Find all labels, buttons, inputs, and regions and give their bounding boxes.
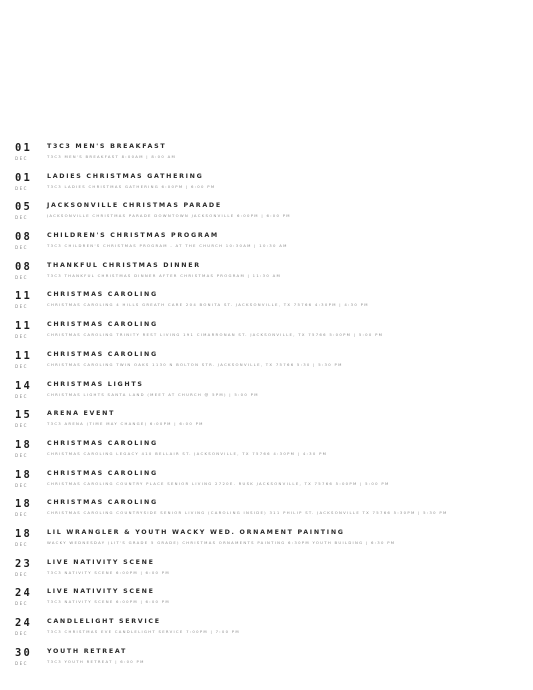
event-month: DEC: [15, 363, 28, 369]
event-detail: T3C3 CHILDREN'S CHRISTMAS PROGRAM - AT THE CHURCH 10:30AM | 10:30 AM: [47, 243, 288, 249]
event-detail: CHRISTMAS LIGHTS SANTA LAND (MEET AT CHURCH @ 5PM) | 5:00 PM: [47, 391, 259, 397]
event-item[interactable]: [0, 646, 533, 676]
event-detail: T3C3 CHRISTMAS EVE CANDLELIGHT SERVICE 7:00PM | 7:00 PM: [47, 629, 240, 634]
event-day: 01: [15, 142, 33, 154]
event-detail: CHRISTMAS CAROLING TWIN OAKS 1130 N BOLTON STR. JACKSONVILLE, TX 75766 5:30 | 5:30 PM: [47, 361, 343, 367]
event-detail: T3C3 YOUTH RETREAT | 6:00 PM: [47, 658, 145, 664]
event-item[interactable]: [0, 586, 533, 616]
event-list: [0, 141, 533, 675]
event-day: 11: [15, 290, 33, 303]
event-month: DEC: [15, 631, 28, 636]
event-title[interactable]: CHRISTMAS CAROLING: [47, 321, 158, 329]
event-detail: T3C3 NATIVITY SCENE 6:00PM | 6:00 PM: [47, 569, 170, 575]
event-item[interactable]: [0, 527, 533, 557]
event-title[interactable]: LIVE NATIVITY SCENE: [47, 588, 155, 596]
event-day: 18: [15, 468, 33, 481]
event-detail: T3C3 MEN'S BREAKFAST 8:00AM | 8:00 AM: [47, 154, 177, 159]
event-item[interactable]: [0, 497, 533, 527]
event-day: 18: [15, 498, 33, 511]
event-day: 18: [15, 438, 33, 451]
event-title[interactable]: T3C3 MEN'S BREAKFAST: [47, 143, 167, 150]
event-detail: CHRISTMAS CAROLING COUNTRY PLACE SENIOR LIVING 2720E. RUSK JACKSONVILLE, TX 75766 5:00PM | 5:00 PM: [47, 480, 390, 486]
event-month: DEC: [15, 245, 28, 251]
event-month: DEC: [15, 304, 28, 310]
event-detail: T3C3 THANKFUL CHRISTMAS DINNER AFTER CHRISTMAS PROGRAM | 11:30 AM: [47, 272, 282, 278]
event-day: 14: [15, 379, 33, 392]
event-detail: T3C3 NATIVITY SCENE 6:00PM | 6:00 PM: [47, 599, 170, 605]
event-day: 23: [15, 557, 33, 570]
event-day: 24: [15, 617, 33, 629]
event-month: DEC: [15, 334, 28, 340]
event-title[interactable]: CHILDREN'S CHRISTMAS PROGRAM: [47, 232, 219, 240]
event-detail: T3C3 ARENA (TIME MAY CHANGE) 6:00PM | 6:00 PM: [47, 421, 204, 427]
event-item[interactable]: [0, 289, 533, 319]
event-day: 08: [15, 231, 33, 244]
event-month: DEC: [15, 156, 28, 161]
event-item[interactable]: [0, 438, 533, 468]
event-day: 15: [15, 409, 33, 422]
event-month: DEC: [15, 541, 28, 547]
event-month: DEC: [15, 660, 28, 666]
event-day: 01: [15, 171, 33, 184]
event-month: DEC: [15, 274, 28, 280]
event-title[interactable]: LIVE NATIVITY SCENE: [47, 558, 155, 566]
event-month: DEC: [15, 423, 28, 429]
event-detail: CHRISTMAS CAROLING LEGACY 410 BELLAIR ST. JACKSONVILLE, TX 75766 4:30PM | 4:30 PM: [47, 450, 328, 456]
event-item[interactable]: [0, 468, 533, 498]
event-item[interactable]: [0, 349, 533, 379]
event-title[interactable]: LADIES CHRISTMAS GATHERING: [47, 172, 204, 180]
event-detail: T3C3 LADIES CHRISTMAS GATHERING 6:00PM | 6:00 PM: [47, 183, 216, 189]
event-item[interactable]: [0, 557, 533, 587]
event-title[interactable]: CANDLELIGHT SERVICE: [47, 618, 161, 625]
event-detail: CHRISTMAS CAROLING TRINITY REST LIVING 191 CIMARRONAN ST. JACKSONVILLE, TX 75766 5:00PM | 5:00 PM: [47, 332, 384, 338]
event-title[interactable]: THANKFUL CHRISTMAS DINNER: [47, 261, 201, 269]
event-day: 11: [15, 320, 33, 333]
event-detail: WACKY WEDNESDAY (LIT'S GRADE 5 GRADE) CHRISTMAS ORNAMENTS PAINTING 6:30PM YOUTH BUILDING | 6:30 PM: [47, 539, 396, 545]
event-day: 30: [15, 646, 33, 659]
event-title[interactable]: CHRISTMAS CAROLING: [47, 469, 158, 477]
event-item[interactable]: [0, 230, 533, 260]
event-item[interactable]: [0, 408, 533, 438]
event-day: 05: [15, 201, 33, 214]
event-month: DEC: [15, 452, 28, 458]
event-title[interactable]: ARENA EVENT: [47, 410, 116, 418]
event-day: 18: [15, 527, 33, 540]
event-title[interactable]: CHRISTMAS LIGHTS: [47, 380, 144, 388]
event-title[interactable]: JACKSONVILLE CHRISTMAS PARADE: [47, 202, 222, 210]
event-month: DEC: [15, 571, 28, 577]
event-item[interactable]: [0, 260, 533, 290]
event-day: 08: [15, 260, 33, 273]
event-day: 24: [15, 587, 33, 600]
event-title[interactable]: LIL WRANGLER & YOUTH WACKY WED. ORNAMENT PAINTING: [47, 528, 345, 536]
event-item[interactable]: [0, 379, 533, 409]
event-month: DEC: [15, 393, 28, 399]
event-month: DEC: [15, 185, 28, 191]
event-detail: CHRISTMAS CAROLING COUNTRYSIDE SENIOR LIVING (CAROLING INSIDE) 311 PHILIP ST. JACKSONVILLE TX 75766 5:30PM | 5:30 PM: [47, 510, 448, 516]
event-month: DEC: [15, 512, 28, 518]
event-month: DEC: [15, 601, 28, 607]
event-item[interactable]: [0, 171, 533, 201]
event-item[interactable]: [0, 141, 533, 171]
event-day: 11: [15, 349, 33, 362]
event-title[interactable]: CHRISTMAS CAROLING: [47, 291, 158, 299]
event-detail: CHRISTMAS CAROLING 4 HILLS GREATH CARE 204 BONITA ST. JACKSONVILLE, TX 75766 4:30PM | 4:30 PM: [47, 302, 369, 308]
event-title[interactable]: YOUTH RETREAT: [47, 647, 127, 655]
event-title[interactable]: CHRISTMAS CAROLING: [47, 499, 158, 507]
event-title[interactable]: CHRISTMAS CAROLING: [47, 350, 158, 358]
event-month: DEC: [15, 482, 28, 488]
event-item[interactable]: [0, 200, 533, 230]
event-detail: JACKSONVILLE CHRISTMAS PARADE DOWNTOWN JACKSONVILLE 6:00PM | 6:00 PM: [47, 213, 291, 219]
event-item[interactable]: [0, 319, 533, 349]
event-title[interactable]: CHRISTMAS CAROLING: [47, 439, 158, 447]
event-month: DEC: [15, 215, 28, 221]
event-item[interactable]: [0, 616, 533, 646]
